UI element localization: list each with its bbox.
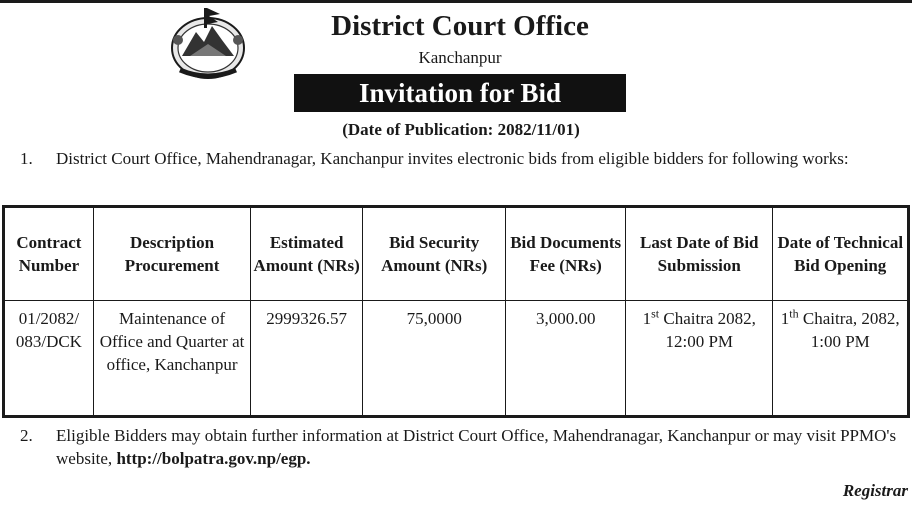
- last-date-suffix: st: [651, 306, 660, 321]
- cell-bid-security: 75,0000: [363, 301, 506, 417]
- cell-contract-number: 01/2082/ 083/DCK: [4, 301, 94, 417]
- paragraph-1-number: 1.: [20, 149, 33, 168]
- cell-description: Maintenance of Office and Quarter at office, Kanchanpur: [93, 301, 250, 417]
- last-date-rest: Chaitra 2082, 12:00 PM: [659, 309, 756, 351]
- paragraph-1-text: District Court Office, Mahendranagar, Kanchanpur invites electronic bids from eligible bidders for following works:: [56, 149, 849, 168]
- opening-date-day: 1: [780, 309, 790, 328]
- last-date-day: 1: [642, 309, 652, 328]
- header-contract-number: Contract Number: [4, 207, 94, 301]
- signature-registrar: Registrar: [842, 481, 908, 500]
- paragraph-2-number: 2.: [20, 426, 33, 445]
- cell-last-date: [626, 301, 773, 417]
- office-location: Kanchanpur: [418, 48, 502, 67]
- header-last-date: Last Date of Bid Submission: [626, 207, 773, 301]
- bid-table: [2, 205, 910, 418]
- header-description: Description Procurement: [93, 207, 250, 301]
- notice-title-banner: Invitation for Bid: [294, 74, 626, 112]
- opening-date-suffix: th: [789, 306, 799, 321]
- top-border-line: [0, 0, 912, 3]
- header-opening-date: Date of Technical Bid Opening: [773, 207, 909, 301]
- table-row: [4, 301, 909, 417]
- ppmo-website-link[interactable]: http://bolpatra.gov.np/egp.: [116, 449, 311, 468]
- office-title: District Court Office: [331, 10, 589, 42]
- header-estimated-amount: Estimated Amount (NRs): [251, 207, 363, 301]
- header-bid-security: Bid Security Amount (NRs): [363, 207, 506, 301]
- cell-opening-date: [773, 301, 909, 417]
- opening-date-rest: Chaitra, 2082, 1:00 PM: [798, 309, 900, 351]
- cell-documents-fee: 3,000.00: [506, 301, 626, 417]
- header-documents-fee: Bid Documents Fee (NRs): [506, 207, 626, 301]
- publication-date: (Date of Publication: 2082/11/01): [342, 120, 580, 139]
- paragraph-2-text: Eligible Bidders may obtain further information at District Court Office, Mahendranagar, Kanchanpur or may visit PPMO's website,: [56, 426, 897, 468]
- cell-estimated-amount: 2999326.57: [251, 301, 363, 417]
- table-header-row: [4, 207, 909, 301]
